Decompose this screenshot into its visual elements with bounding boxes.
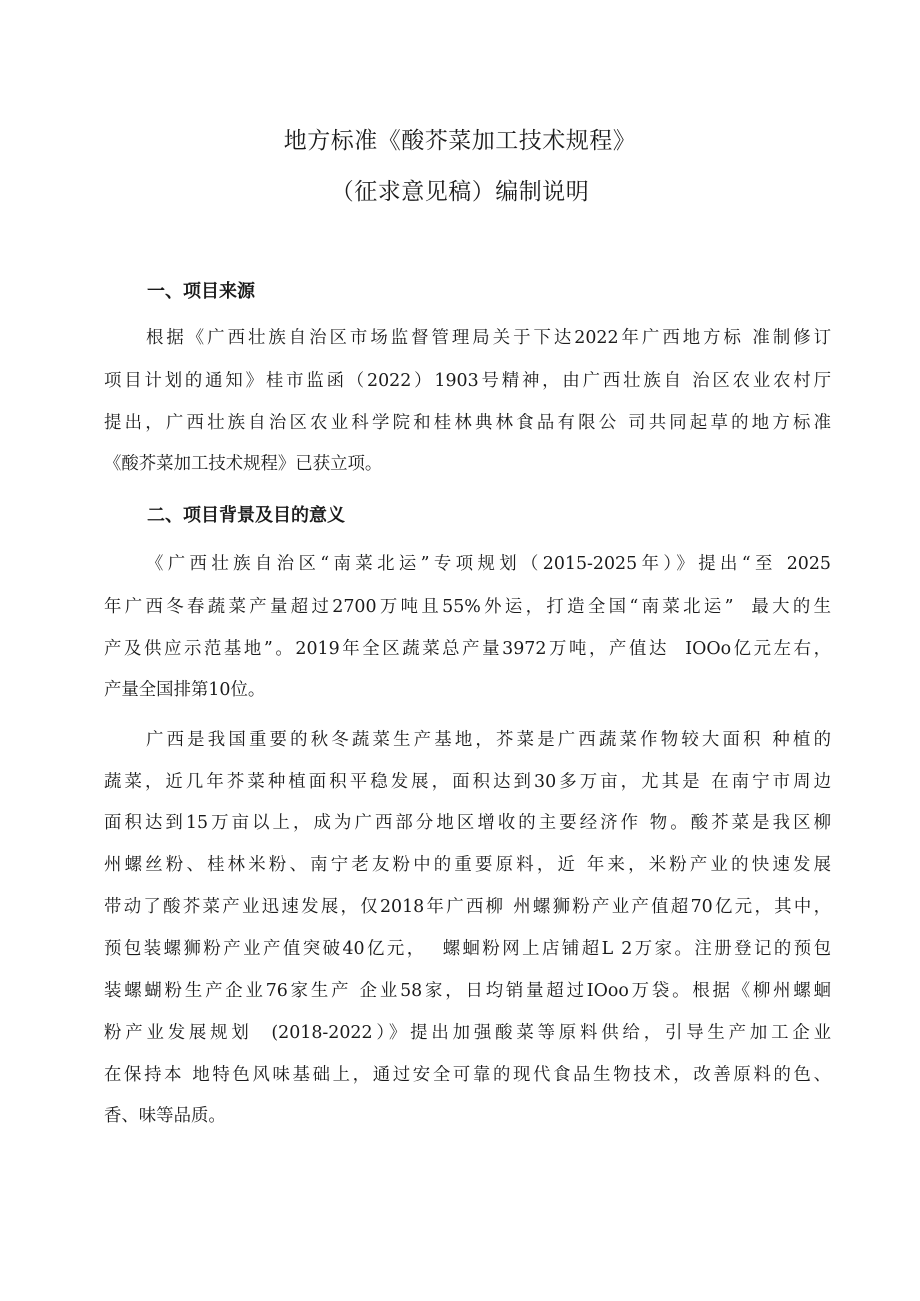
section-heading-background: 二、项目背景及目的意义 <box>147 505 345 526</box>
text-line: 州螺丝粉、桂林米粉、南宁老友粉中的重要原料，近 年来，米粉产业的快速发展 <box>104 855 831 875</box>
text-line: 面积达到15万亩以上，成为广西部分地区增收的主要经济作 物。酸芥菜是我区柳 <box>104 813 831 833</box>
text-line: 装螺蝴粉生产企业76家生产 企业58家，日均销量超过IOoo万袋。根据《柳州螺蛔 <box>104 981 831 1001</box>
text-line: 《酸芥菜加工技术规程》已获立项。 <box>104 454 383 474</box>
text-line: 《广西壮族自治区“南菜北运”专项规划（2015-2025年）》提出“至 2025 <box>146 554 831 574</box>
document-title: 地方标准《酸芥菜加工技术规程》 <box>283 128 637 154</box>
section-heading-source: 一、项目来源 <box>147 281 255 302</box>
text-line: 粉产业发展规划 (2018-2022）》提出加强酸菜等原料供给，引导生产加工企业 <box>104 1023 831 1043</box>
text-line: 产及供应示范基地”。2019年全区蔬菜总产量3972万吨，产值达 IOOo亿元左右， <box>104 639 831 659</box>
text-line: 根据《广西壮族自治区市场监督管理局关于下达2022年广西地方标 准制修订 <box>146 328 831 348</box>
text-line: 带动了酸芥菜产业迅速发展，仅2018年广西柳 州螺狮粉产业产值超70亿元，其中， <box>104 897 831 917</box>
text-line: 广西是我国重要的秋冬蔬菜生产基地，芥菜是广西蔬菜作物较大面积 种植的 <box>146 730 831 750</box>
text-line: 预包装螺狮粉产业产值突破40亿元， 螺蛔粉网上店铺超L 2万家。注册登记的预包 <box>104 939 831 959</box>
text-line: 年广西冬春蔬菜产量超过2700万吨且55%外运，打造全国“南菜北运” 最大的生 <box>104 597 831 617</box>
text-line: 在保持本 地特色风味基础上，通过安全可靠的现代食品生物技术，改善原料的色、 <box>104 1065 831 1085</box>
text-line: 产量全国排第10位。 <box>104 680 266 700</box>
text-line: 项目计划的通知》桂市监函（2022）1903号精神，由广西壮族自 治区农业农村厅 <box>104 371 831 391</box>
text-line: 蔬菜，近几年芥菜种植面积平稳发展，面积达到30多万亩，尤其是 在南宁市周边 <box>104 772 831 792</box>
text-line: 香、味等品质。 <box>104 1106 226 1126</box>
document-subtitle: （征求意见稿）编制说明 <box>330 179 590 205</box>
text-line: 提出，广西壮族自治区农业科学院和桂林典林食品有限公 司共同起草的地方标准 <box>104 413 831 433</box>
